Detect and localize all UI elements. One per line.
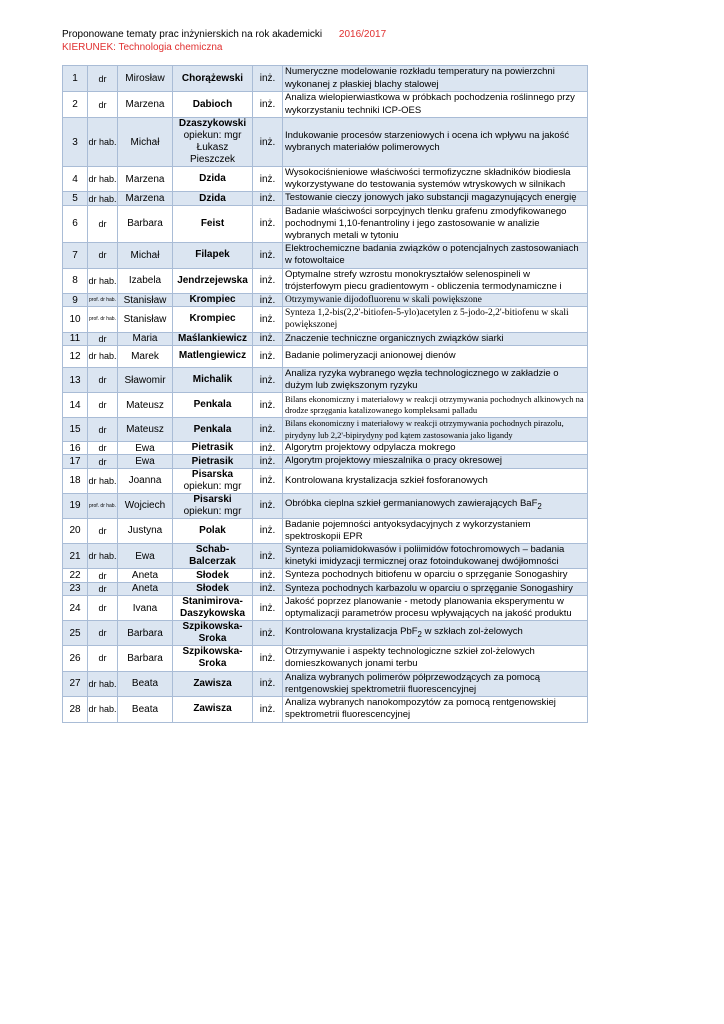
first-name: Barbara (118, 621, 173, 646)
thesis-topic (283, 367, 588, 392)
supervisor-name (173, 595, 253, 620)
topic-text: Optymalne strefy wzrostu monokryształów selenospineli w trójsterfowym piecu gradientowym - obliczenia termodynamiczne i (285, 268, 562, 292)
first-name: Marzena (118, 192, 173, 205)
last-name: Feist (200, 217, 225, 229)
first-name: Ewa (118, 544, 173, 569)
thesis-topic (283, 92, 588, 118)
topic-subscript: 2 (417, 629, 422, 639)
table-row (63, 66, 588, 92)
thesis-topic (283, 697, 588, 722)
degree-type: inż. (253, 66, 283, 92)
academic-title: dr (88, 332, 118, 345)
thesis-topic (283, 455, 588, 468)
topic-text: Bilans ekonomiczny i materiałowy w reakcji otrzymywania pochodnych alkinowych na drodze sprzęgania katalizowanego kompleksami palladu (285, 393, 584, 416)
first-name: Beata (118, 671, 173, 696)
last-name: Słodek (196, 582, 229, 594)
supervisor-name (173, 493, 253, 518)
topic-text: Indukowanie procesów starzeniowych i ocena ich wpływu na jakość wybranych materiałów polimerowych (285, 129, 570, 153)
first-name: Aneta (118, 582, 173, 595)
row-number: 20 (63, 518, 88, 543)
last-name: Dzida (199, 173, 226, 185)
academic-title: dr hab. (88, 697, 118, 722)
row-number: 12 (63, 345, 88, 367)
degree-type: inż. (253, 671, 283, 696)
thesis-topic (283, 205, 588, 243)
topic-text-tail: w szkłach zol-żelowych (421, 625, 523, 637)
academic-title: prof. dr hab. (88, 493, 118, 518)
supervisor-name (173, 268, 253, 293)
first-name: Ewa (118, 442, 173, 455)
last-name: Dzida (199, 192, 226, 204)
supervisor-name (173, 66, 253, 92)
thesis-topic (283, 118, 588, 167)
supervisor-name (173, 582, 253, 595)
topic-text: Kontrolowana krystalizacja szkieł fosforanowych (285, 474, 488, 486)
supervisor-name (173, 205, 253, 243)
academic-title: dr hab. (88, 268, 118, 293)
degree-type: inż. (253, 192, 283, 205)
thesis-topic (283, 518, 588, 543)
table-row (63, 621, 588, 646)
table-row (63, 697, 588, 722)
table-row (63, 118, 588, 167)
supervisor-name (173, 518, 253, 543)
topic-text: Badanie polimeryzacji anionowej dienów (285, 350, 456, 362)
academic-title: dr (88, 442, 118, 455)
thesis-topic (283, 243, 588, 268)
first-name: Izabela (118, 268, 173, 293)
degree-type: inż. (253, 243, 283, 268)
academic-title: dr hab. (88, 193, 117, 204)
last-name: Michalik (192, 374, 233, 386)
thesis-topic (283, 582, 588, 595)
row-number: 3 (63, 118, 88, 167)
first-name: Michał (118, 243, 173, 268)
first-name: Barbara (118, 646, 173, 671)
row-number: 25 (63, 621, 88, 646)
department-label: KIERUNEK: Technologia chemiczna (62, 42, 223, 53)
degree-type: inż. (253, 493, 283, 518)
topic-text: Otrzymywanie dijodofluorenu w skali powiększone (285, 295, 482, 306)
table-row (63, 294, 588, 307)
degree-type: inż. (253, 646, 283, 671)
row-number: 28 (63, 697, 88, 722)
first-name: Beata (118, 697, 173, 722)
first-name: Barbara (118, 205, 173, 243)
last-name: Pisarski (193, 493, 232, 505)
first-name: Marzena (118, 167, 173, 192)
last-name: Krompiec (189, 294, 236, 306)
academic-title: dr (88, 646, 118, 671)
table-row (63, 582, 588, 595)
thesis-topic (283, 493, 588, 518)
degree-type: inż. (253, 294, 283, 307)
row-number: 1 (63, 66, 88, 92)
degree-type: inż. (253, 307, 283, 332)
academic-title: dr (88, 92, 118, 118)
degree-type: inż. (253, 518, 283, 543)
table-row (63, 367, 588, 392)
supervisor-name (173, 294, 253, 307)
first-name: Mirosław (118, 66, 173, 92)
table-row (63, 418, 588, 442)
last-name: Penkala (193, 399, 232, 411)
last-name: Pietrasik (191, 442, 234, 454)
table-row (63, 544, 588, 569)
last-name: Pietrasik (191, 455, 234, 467)
topic-text: Otrzymywanie i aspekty technologiczne szkieł zol-żelowych domieszkowanych jonami terbu (285, 646, 535, 670)
table-row (63, 192, 588, 205)
topic-text: Analiza wybranych polimerów półprzewodzących za pomocą rentgenowskiej spektrometrii fluorescencyjnej (285, 671, 541, 695)
topics-table (62, 65, 588, 723)
academic-title: dr (88, 621, 118, 646)
topic-text: Algorytm projektowy odpylacza mokrego (285, 442, 456, 454)
topic-text: Kontrolowana krystalizacja PbF (285, 625, 418, 637)
topic-subscript: 2 (537, 502, 542, 511)
last-name: Polak (199, 524, 226, 536)
topic-text: Synteza pochodnych karbazolu w oparciu o sprzęganie Sonogashiry (285, 582, 573, 594)
supervisor-name (173, 393, 253, 418)
degree-type: inż. (253, 205, 283, 243)
last-name: Chorążewski (181, 72, 244, 84)
academic-title: dr hab. (88, 671, 118, 696)
row-number: 13 (63, 367, 88, 392)
first-name: Ewa (118, 455, 173, 468)
table-row (63, 332, 588, 345)
row-number: 23 (63, 582, 88, 595)
degree-type: inż. (253, 345, 283, 367)
thesis-topic (283, 646, 588, 671)
supervisor-name (173, 468, 253, 493)
degree-type: inż. (253, 393, 283, 418)
topic-text: Obróbka cieplna szkieł germanianowych zawierających BaF (285, 498, 538, 510)
supervisor-name (173, 243, 253, 268)
table-row (63, 442, 588, 455)
thesis-topic (283, 418, 588, 442)
row-number: 6 (63, 205, 88, 243)
degree-type: inż. (253, 582, 283, 595)
last-name: Słodek (196, 569, 229, 581)
table-row (63, 493, 588, 518)
topic-text: Analiza wybranych nanokompozytów za pomocą rentgenowskiej spektrometrii fluorescencyjnej (285, 697, 556, 721)
table-row (63, 268, 588, 293)
degree-type: inż. (253, 544, 283, 569)
supervisor-name (173, 697, 253, 722)
last-name: Zawisza (193, 703, 232, 715)
last-name: Szpikowska-Sroka (182, 646, 243, 670)
thesis-topic (283, 544, 588, 569)
topic-text: Algorytm projektowy mieszalnika o pracy okresowej (285, 455, 502, 467)
thesis-topic (283, 468, 588, 493)
header-line (62, 28, 386, 41)
thesis-topic (283, 294, 588, 307)
last-name: Dzaszykowski (178, 118, 247, 129)
topic-text: Badanie właściwości sorpcyjnych tlenku grafenu zmodyfikowanego pochodnymi 1,10-fenantroliny i jego zastosowanie w analizie wybranych metali w tytoniu (285, 205, 567, 242)
first-name: Wojciech (118, 493, 173, 518)
supervisor-name (173, 367, 253, 392)
last-name: Stanimirova-Daszykowska (179, 596, 246, 620)
supervisor-name (173, 307, 253, 332)
thesis-topic (283, 393, 588, 418)
row-number: 11 (63, 332, 88, 345)
table-row (63, 307, 588, 332)
row-number: 2 (63, 92, 88, 118)
table-row (63, 393, 588, 418)
table-row (63, 569, 588, 582)
first-name: Sławomir (118, 367, 173, 392)
table-row (63, 92, 588, 118)
first-name: Maria (118, 332, 173, 345)
degree-type: inż. (253, 418, 283, 442)
last-name: Dabioch (192, 98, 233, 110)
supervisor-name (173, 118, 253, 167)
first-name: Mateusz (118, 393, 173, 418)
degree-type: inż. (253, 442, 283, 455)
topic-text: Znaczenie techniczne organicznych związków siarki (285, 332, 504, 344)
thesis-topic (283, 595, 588, 620)
first-name: Marzena (118, 92, 173, 118)
table-row (63, 243, 588, 268)
table-row (63, 455, 588, 468)
thesis-topic (283, 569, 588, 582)
academic-title: dr hab. (88, 167, 118, 192)
row-number: 18 (63, 468, 88, 493)
row-number: 4 (63, 167, 88, 192)
table-row (63, 518, 588, 543)
topics-table-body (63, 66, 588, 723)
table-row (63, 345, 588, 367)
first-name: Justyna (118, 518, 173, 543)
academic-title: dr hab. (88, 118, 118, 167)
supervisor-name (173, 671, 253, 696)
last-name: Krompiec (189, 313, 236, 325)
degree-type: inż. (253, 167, 283, 192)
topic-text: Badanie pojemności antyoksydacyjnych z wykorzystaniem spektroskopii EPR (285, 518, 531, 542)
topic-text: Synteza 1,2-bis(2,2'-bitiofen-5-ylo)acetylen z 5-jodo-2,2'-bitiofenu w skali powiększonej (285, 308, 569, 331)
page-header (62, 28, 386, 54)
row-number: 14 (63, 393, 88, 418)
topic-text: Bilans ekonomiczny i materiałowy w reakcji otrzymywania pochodnych pirazolu, pirydyny lub 2,2'-bipirydyny pod kątem zastosowania jako ligandy (285, 418, 564, 440)
table-row (63, 468, 588, 493)
academic-title: dr (88, 595, 118, 620)
last-name: Szpikowska-Sroka (182, 621, 243, 645)
topic-text: Analiza wielopierwiastkowa w próbkach pochodzenia roślinnego przy wykorzystaniu techniki ICP-OES (285, 92, 575, 116)
academic-title: prof. dr hab. (88, 307, 118, 332)
supervisor-name (173, 621, 253, 646)
first-name: Michał (118, 118, 173, 167)
thesis-topic (283, 442, 588, 455)
supervisor-name (173, 418, 253, 442)
first-name: Ivana (118, 595, 173, 620)
academic-title: dr (88, 243, 118, 268)
last-name: Jendrzejewska (177, 274, 248, 286)
page-heading: Proponowane tematy prac inżynierskich na rok akademicki (62, 29, 323, 40)
academic-title: dr (88, 393, 118, 418)
row-number: 27 (63, 671, 88, 696)
row-number: 26 (63, 646, 88, 671)
co-supervisor-note: opiekun: mgr Łukasz Pieszczek (183, 130, 242, 165)
academic-title: dr hab. (88, 544, 118, 569)
degree-type: inż. (253, 621, 283, 646)
row-number: 7 (63, 243, 88, 268)
degree-type: inż. (253, 92, 283, 118)
degree-type: inż. (253, 118, 283, 167)
first-name: Aneta (118, 569, 173, 582)
supervisor-name (173, 167, 253, 192)
academic-title: dr hab. (88, 468, 118, 493)
thesis-topic (283, 268, 588, 293)
academic-title: dr (88, 518, 118, 543)
academic-title: prof. dr hab. (88, 294, 118, 307)
row-number: 9 (63, 294, 88, 307)
thesis-topic (283, 671, 588, 696)
degree-type: inż. (253, 455, 283, 468)
degree-type: inż. (253, 367, 283, 392)
thesis-topic (283, 307, 588, 332)
academic-title: dr hab. (88, 345, 118, 367)
first-name: Joanna (118, 468, 173, 493)
last-name: Schab-Balcerzak (189, 544, 236, 568)
row-number: 22 (63, 569, 88, 582)
supervisor-name (173, 345, 253, 367)
co-supervisor-note: opiekun: mgr (183, 480, 242, 492)
degree-type: inż. (253, 468, 283, 493)
academic-title: dr (88, 455, 118, 468)
first-name: Mateusz (118, 418, 173, 442)
last-name: Pisarska (191, 468, 234, 480)
degree-type: inż. (253, 697, 283, 722)
academic-title: dr (88, 418, 118, 442)
row-number: 5 (63, 192, 88, 205)
topic-text: Testowanie cieczy jonowych jako substancji magazynujących energię (285, 192, 577, 204)
last-name: Filapek (195, 249, 230, 261)
last-name: Maślankiewicz (178, 332, 247, 344)
topic-text: Wysokociśnieniowe właściwości termofizyczne składników biodiesla wykorzystywane do testowania systemów wtryskowych w silnikach (285, 167, 571, 191)
topic-text: Numeryczne modelowanie rozkładu temperatury na powierzchni wykonanej z płaskiej blachy stalowej (285, 66, 555, 90)
degree-type: inż. (253, 268, 283, 293)
academic-title: dr (88, 205, 118, 243)
last-name: Zawisza (193, 677, 232, 689)
last-name: Penkala (193, 423, 232, 435)
first-name: Stanisław (118, 307, 173, 332)
row-number: 15 (63, 418, 88, 442)
last-name: Matlengiewicz (178, 350, 247, 362)
supervisor-name (173, 455, 253, 468)
supervisor-name (173, 646, 253, 671)
row-number: 17 (63, 455, 88, 468)
table-row (63, 671, 588, 696)
academic-year: 2016/2017 (338, 29, 387, 40)
row-number: 16 (63, 442, 88, 455)
academic-title: dr (88, 367, 118, 392)
academic-title: dr (88, 569, 118, 582)
table-row (63, 646, 588, 671)
row-number: 8 (63, 268, 88, 293)
first-name: Marek (118, 345, 173, 367)
topic-text: Synteza poliamidokwasów i poliimidów fotochromowych – badania kinetyki imidyzacji termicznej oraz fotoindukowanej dwójłomności (285, 544, 565, 568)
degree-type: inż. (253, 569, 283, 582)
row-number: 10 (63, 307, 88, 332)
supervisor-name (173, 192, 253, 205)
degree-type: inż. (253, 332, 283, 345)
supervisor-name (173, 544, 253, 569)
thesis-topic (283, 192, 588, 205)
table-row (63, 595, 588, 620)
table-row (63, 167, 588, 192)
row-number: 19 (63, 493, 88, 518)
thesis-topic (283, 345, 588, 367)
table-row (63, 205, 588, 243)
thesis-topic (283, 167, 588, 192)
topic-text: Jakość poprzez planowanie - metody planowania eksperymentu w optymalizacji parametrów procesu wpływających na jakość produktu (285, 595, 572, 620)
row-number: 24 (63, 595, 88, 620)
row-number: 21 (63, 544, 88, 569)
thesis-topic (283, 332, 588, 345)
supervisor-name (173, 92, 253, 118)
co-supervisor-note: opiekun: mgr (183, 505, 242, 517)
supervisor-name (173, 442, 253, 455)
topic-text: Analiza ryzyka wybranego węzła technologicznego w zakładzie o dużym lub zwiększonym ryzyku (285, 367, 559, 392)
supervisor-name (173, 332, 253, 345)
topic-text: Synteza pochodnych bitiofenu w oparciu o sprzęganie Sonogashiry (285, 569, 568, 581)
first-name: Stanisław (118, 294, 173, 307)
thesis-topic (283, 66, 588, 92)
thesis-topic (283, 621, 588, 646)
academic-title: dr (88, 582, 118, 595)
supervisor-name (173, 569, 253, 582)
degree-type: inż. (253, 595, 283, 620)
academic-title: dr (88, 66, 118, 92)
topic-text: Elektrochemiczne badania związków o potencjalnych zastosowaniach w fotowoltaice (285, 243, 579, 267)
